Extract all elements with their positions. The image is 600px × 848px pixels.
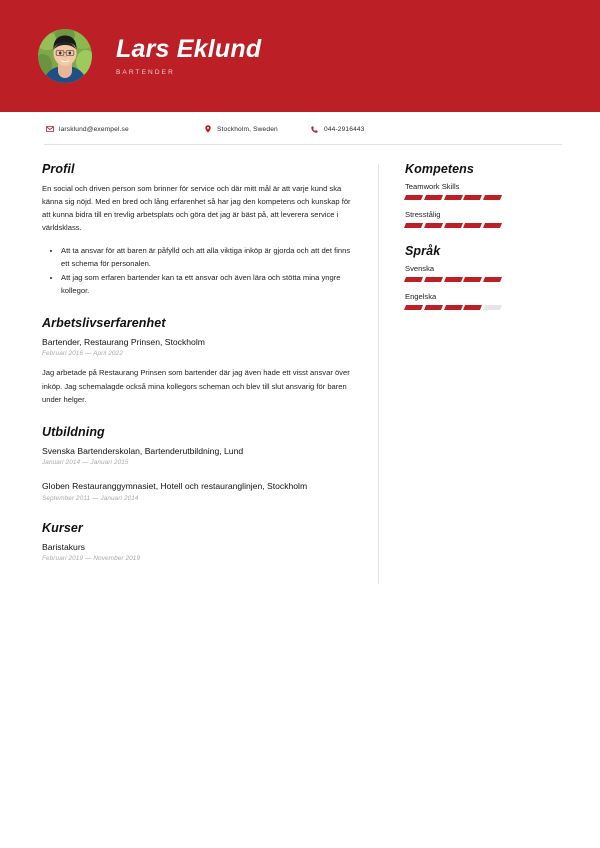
rating-segment	[483, 195, 502, 200]
contact-email[interactable]	[44, 126, 202, 133]
experience-heading: Arbetslivserfarenhet	[42, 316, 166, 330]
rating-segment	[444, 277, 463, 282]
rating-segment	[424, 195, 443, 200]
rating-segment	[483, 277, 502, 282]
skill-item	[405, 210, 562, 228]
skill-rating-bar	[405, 223, 501, 228]
education-heading: Utbildning	[42, 424, 105, 439]
contact-location	[202, 125, 309, 133]
skill-item	[405, 182, 562, 200]
resume-body	[0, 145, 600, 584]
contact-email-text: larsklund@exempel.se	[59, 125, 129, 133]
contact-location-text: Stockholm, Sweden	[217, 125, 278, 133]
entry-title: Baristakurs	[42, 541, 85, 552]
rating-segment	[463, 195, 482, 200]
rating-segment	[424, 305, 443, 310]
language-rating-bar	[405, 277, 501, 282]
language-item	[405, 264, 562, 282]
entry-date: September 2011 — Januari 2014	[42, 494, 139, 502]
contact-bar	[0, 112, 600, 144]
page-title: Lars Eklund	[116, 34, 262, 63]
rating-segment	[463, 305, 482, 310]
section-education	[42, 425, 354, 502]
education-entry	[42, 445, 354, 466]
profile-heading: Profil	[42, 162, 75, 176]
entry-title: Svenska Bartenderskolan, Bartenderutbildning, Lund	[42, 445, 244, 456]
course-entry	[42, 541, 354, 562]
identity-block	[116, 36, 261, 76]
list-item: • Att jag som erfaren bartender kan ta ett ansvar och även lära och stötta mina yngre kollegor.	[61, 271, 354, 297]
language-rating-bar	[405, 305, 501, 310]
section-experience	[42, 316, 354, 406]
entry-date: Februari 2016 — April 2022	[42, 350, 123, 358]
contact-phone-text: 044-2916443	[324, 125, 365, 133]
entry-date: Januari 2014 — Januari 2015	[42, 459, 129, 467]
courses-heading: Kurser	[42, 520, 83, 535]
contact-phone[interactable]	[309, 126, 365, 133]
entry-description: Jag arbetade på Restaurang Prinsen som bartender där jag även hade ett visst ansvar över inköp. Jag schemalagde också mina kollegors scheman och blev till slut ansvarig för baren under helger.	[42, 368, 350, 404]
skill-label: Teamwork Skills	[405, 182, 460, 191]
rating-segment	[404, 277, 423, 282]
rating-segment	[483, 305, 502, 310]
language-label: Engelska	[405, 292, 437, 301]
education-entry	[42, 480, 354, 501]
rating-segment	[404, 195, 423, 200]
entry-title: Globen Restauranggymnasiet, Hotell och restauranglinjen, Stockholm	[42, 481, 308, 492]
skill-label: Stresstålig	[405, 210, 441, 219]
rating-segment	[444, 223, 463, 228]
rating-segment	[444, 195, 463, 200]
rating-segment	[444, 305, 463, 310]
rating-segment	[404, 305, 423, 310]
language-label: Svenska	[405, 264, 435, 273]
rating-segment	[404, 223, 423, 228]
list-item: • Att ta ansvar för att baren är påfylld och att alla viktiga inköp är gjorda och att det finns ett schema för personalen.	[61, 244, 354, 270]
section-courses	[42, 521, 354, 562]
avatar	[38, 29, 92, 83]
phone-icon	[309, 126, 320, 133]
sidebar-column	[379, 162, 600, 584]
envelope-icon	[44, 126, 55, 132]
avatar-photo-icon	[38, 29, 92, 83]
rating-segment	[483, 223, 502, 228]
language-item	[405, 292, 562, 310]
job-title: BARTENDER	[116, 69, 175, 77]
rating-segment	[424, 223, 443, 228]
rating-segment	[424, 277, 443, 282]
languages-heading: Språk	[405, 244, 441, 258]
entry-date: Februari 2019 — November 2019	[42, 555, 141, 563]
rating-segment	[463, 277, 482, 282]
rating-segment	[463, 223, 482, 228]
entry-title: Bartender, Restaurang Prinsen, Stockholm	[42, 337, 205, 347]
experience-entry	[42, 336, 354, 406]
profile-bullet-list	[42, 244, 354, 298]
section-languages	[405, 244, 562, 310]
skills-heading: Kompetens	[405, 162, 474, 176]
section-profile	[42, 162, 354, 297]
resume-header	[0, 0, 600, 112]
map-pin-icon	[202, 125, 213, 133]
main-column	[0, 162, 378, 584]
section-skills	[405, 162, 562, 228]
profile-text: En social och driven person som brinner för service och där mitt mål är att varje kund ska känna sig nöjd. Med en bred och lång erfarenhet så har jag den kompetens och kunskap för att kunna bidra till en trevlig arbetsplats och göra det jag är bäst på, att leverera service i världsklass.	[42, 184, 351, 233]
skill-rating-bar	[405, 195, 501, 200]
